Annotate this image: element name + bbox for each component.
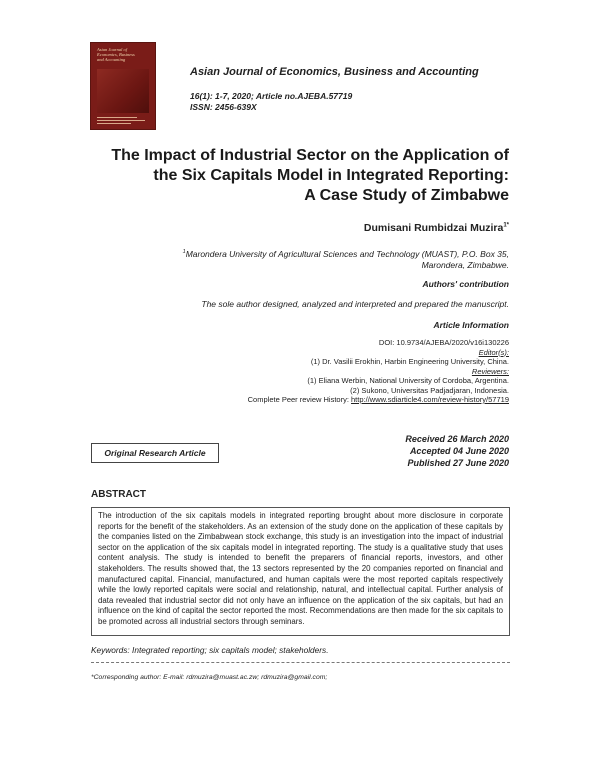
cover-text-line (97, 120, 145, 121)
reviewers-label: Reviewers: (471, 366, 509, 376)
paper-title (69, 146, 509, 206)
cover-artwork (97, 69, 149, 113)
authors-contribution-heading: Authors' contribution (422, 279, 509, 289)
article-information (209, 338, 509, 405)
reviewer-entry: (2) Sukono, Universitas Padjadjaran, Indonesia. (350, 385, 509, 395)
cover-title-line: and Accounting (97, 57, 126, 62)
published-date: Published 27 June 2020 (407, 458, 509, 468)
affiliation-line: Marondera University of Agricultural Sciences and Technology (MUAST), P.O. Box 35, (185, 248, 509, 259)
title-line: A Case Study of Zimbabwe (304, 187, 509, 204)
article-information-heading: Article Information (433, 320, 509, 330)
cover-text-line (97, 117, 137, 118)
keywords: Keywords: Integrated reporting; six capitals model; stakeholders. (91, 645, 329, 655)
article-type-box (91, 443, 219, 463)
title-line: The Impact of Industrial Sector on the Application of (111, 147, 509, 164)
abstract-body: The introduction of the six capitals models in integrated reporting brought about more disclosure in corporate reports for the benefit of the stakeholders. As an extension of the study done on the application of these capitals by the companies listed on the Zimbabwean stock exchange, this study is an investigation into the impact of industrial sector on the application of the six capitals model in integrated reporting. The study is a qualitative study that uses content analysis. The study is intended to benefit the preparers of financial reports, investors, and other stakeholders. The results showed that, the 13 sectors represented by the 20 companies reported on financial and manufactured capital. Financial, manufactured, and human capitals were the most reported capitals respectively while the lowly reported capitals were social and relationship, natural, and intellectual capital. Further analysis of data revealed that industrial sector did not only have an influence on the application of the six capitals, but had an influence on the kind of capital the sector reported the most. Recommendations are then made for the six capitals to be promoted across all industrial sectors through seminars. (91, 507, 510, 636)
journal-name: Asian Journal of Economics, Business and Accounting (190, 66, 479, 78)
reviewer-entry: (1) Eliana Werbin, National University of Cordoba, Argentina. (307, 376, 509, 385)
accepted-date: Accepted 04 June 2020 (409, 446, 509, 456)
cover-title-line: Asian Journal of (97, 47, 127, 52)
article-type: Original Research Article (104, 448, 206, 458)
cover-title-line: Economics, Business (97, 52, 135, 57)
journal-cover-image (90, 42, 156, 130)
corresponding-author-footnote: *Corresponding author: E-mail: rdmuzira@muast.ac.zw; rdmuzira@gmail.com; (91, 674, 328, 681)
author-name (364, 222, 509, 234)
author-name-text: Dumisani Rumbidzai Muzira (363, 222, 504, 234)
issn: ISSN: 2456-639X (190, 102, 257, 112)
abstract-heading: ABSTRACT (91, 489, 146, 500)
author-superscript: 1* (503, 222, 509, 229)
review-history-label: Complete Peer review History: (247, 395, 352, 404)
title-line: the Six Capitals Model in Integrated Reporting: (153, 167, 509, 184)
affiliation (129, 247, 509, 271)
affiliation-line: Marondera, Zimbabwe. (421, 259, 509, 270)
editors-label: Editor(s): (478, 347, 509, 357)
cover-title (97, 47, 149, 62)
received-date: Received 26 March 2020 (405, 434, 509, 444)
authors-contribution-text: The sole author designed, analyzed and interpreted and prepared the manuscript. (201, 299, 509, 309)
cover-text-line (97, 123, 131, 124)
affiliation-superscript: 1 (182, 249, 186, 255)
footnote-divider (91, 662, 510, 663)
doi: DOI: 10.9734/AJEBA/2020/v16i130226 (378, 338, 509, 347)
editor-entry: (1) Dr. Vasilii Erokhin, Harbin Engineering University, China. (310, 357, 509, 366)
volume-info: 16(1): 1-7, 2020; Article no.AJEBA.57719 (190, 91, 353, 101)
article-dates (405, 433, 509, 469)
review-history-link[interactable]: http://www.sdiarticle4.com/review-history/57719 (351, 395, 509, 404)
